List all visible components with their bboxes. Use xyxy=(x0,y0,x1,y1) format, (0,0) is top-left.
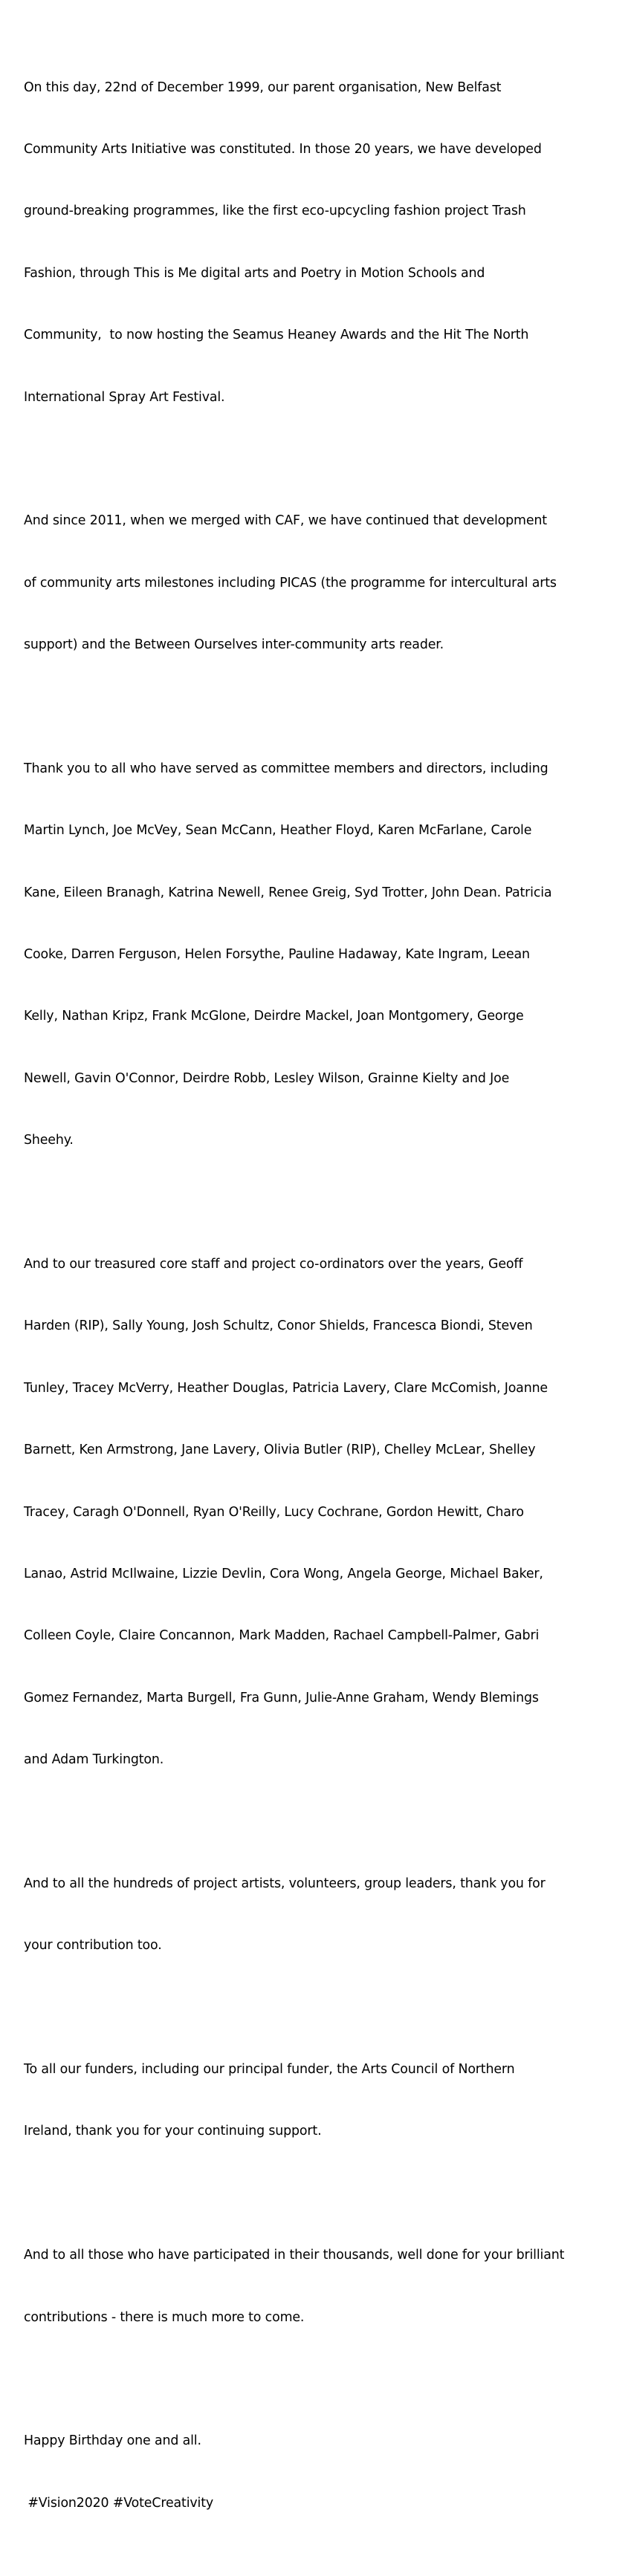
text-line: International Spray Art Festival. xyxy=(24,389,225,405)
paragraph-caf-merger xyxy=(24,470,618,697)
text-line: and Adam Turkington. xyxy=(24,1752,164,1768)
text-line: Happy Birthday one and all. xyxy=(24,2433,201,2449)
text-line: Sheehy. xyxy=(24,1133,74,1148)
text-line: Tunley, Tracey McVerry, Heather Douglas, Patricia Lavery, Clare McComish, Joanne xyxy=(24,1380,548,1396)
paragraph-closing xyxy=(24,2390,618,2555)
text-line: Kane, Eileen Branagh, Katrina Newell, Renee Greig, Syd Trotter, John Dean. Patricia xyxy=(24,885,552,900)
text-line: ground-breaking programmes, like the first eco-upcycling fashion project Trash xyxy=(24,204,526,219)
text-line: Colleen Coyle, Claire Concannon, Mark Madden, Rachael Campbell-Palmer, Gabri xyxy=(24,1628,540,1644)
paragraph-anniversary xyxy=(24,36,618,449)
text-line: Kelly, Nathan Kripz, Frank McGlone, Deirdre Mackel, Joan Montgomery, George xyxy=(24,1009,524,1024)
text-line: To all our funders, including our principal funder, the Arts Council of Northern xyxy=(24,2062,515,2078)
text-line: Newell, Gavin O'Connor, Deirdre Robb, Lesley Wilson, Grainne Kielty and Joe xyxy=(24,1070,510,1086)
text-line: Lanao, Astrid McIlwaine, Lizzie Devlin, Cora Wong, Angela George, Michael Baker, xyxy=(24,1566,543,1581)
text-line: Community Arts Initiative was constituted. In those 20 years, we have developed xyxy=(24,141,542,157)
paragraph-committee-thanks xyxy=(24,718,618,1192)
text-line: of community arts milestones including PICAS (the programme for intercultural arts xyxy=(24,575,557,591)
text-line: And to all the hundreds of project artists, volunteers, group leaders, thank you for xyxy=(24,1876,546,1891)
text-line: Community, to now hosting the Seamus Heaney Awards and the Hit The North xyxy=(24,328,529,343)
paragraph-artists-thanks xyxy=(24,1832,618,1997)
text-line: support) and the Between Ourselves inter-community arts reader. xyxy=(24,637,444,653)
paragraph-staff-thanks xyxy=(24,1213,618,1812)
text-line: Fashion, through This is Me digital arts and Poetry in Motion Schools and xyxy=(24,265,485,281)
text-line: Barnett, Ken Armstrong, Jane Lavery, Olivia Butler (RIP), Chelley McLear, Shelley xyxy=(24,1443,536,1458)
text-line: contributions - there is much more to come. xyxy=(24,2309,305,2325)
text-line: Martin Lynch, Joe McVey, Sean McCann, Heather Floyd, Karen McFarlane, Carole xyxy=(24,823,532,839)
paragraph-participants-thanks xyxy=(24,2205,618,2370)
paragraph-funders-thanks xyxy=(24,2019,618,2184)
text-line: Cooke, Darren Ferguson, Helen Forsythe, Pauline Hadaway, Kate Ingram, Leean xyxy=(24,947,530,963)
text-line: Tracey, Caragh O'Donnell, Ryan O'Reilly, Lucy Cochrane, Gordon Hewitt, Charo xyxy=(24,1504,524,1520)
text-line: Gomez Fernandez, Marta Burgell, Fra Gunn, Julie-Anne Graham, Wendy Blemings xyxy=(24,1690,539,1705)
document-body xyxy=(24,36,618,2576)
text-line: your contribution too. xyxy=(24,1938,162,1954)
text-line: And since 2011, when we merged with CAF, we have continued that development xyxy=(24,513,547,529)
text-line: Ireland, thank you for your continuing support. xyxy=(24,2124,322,2139)
text-line: And to all those who have participated in their thousands, well done for your brilliant xyxy=(24,2248,565,2263)
text-line: Harden (RIP), Sally Young, Josh Schultz, Conor Shields, Francesca Biondi, Steven xyxy=(24,1318,533,1334)
text-line: On this day, 22nd of December 1999, our parent organisation, New Belfast xyxy=(24,79,502,95)
hashtags-line: #Vision2020 #VoteCreativity xyxy=(24,2495,214,2511)
text-line: Thank you to all who have served as committee members and directors, including xyxy=(24,761,549,776)
text-line: And to our treasured core staff and project co-ordinators over the years, Geoff xyxy=(24,1257,523,1272)
